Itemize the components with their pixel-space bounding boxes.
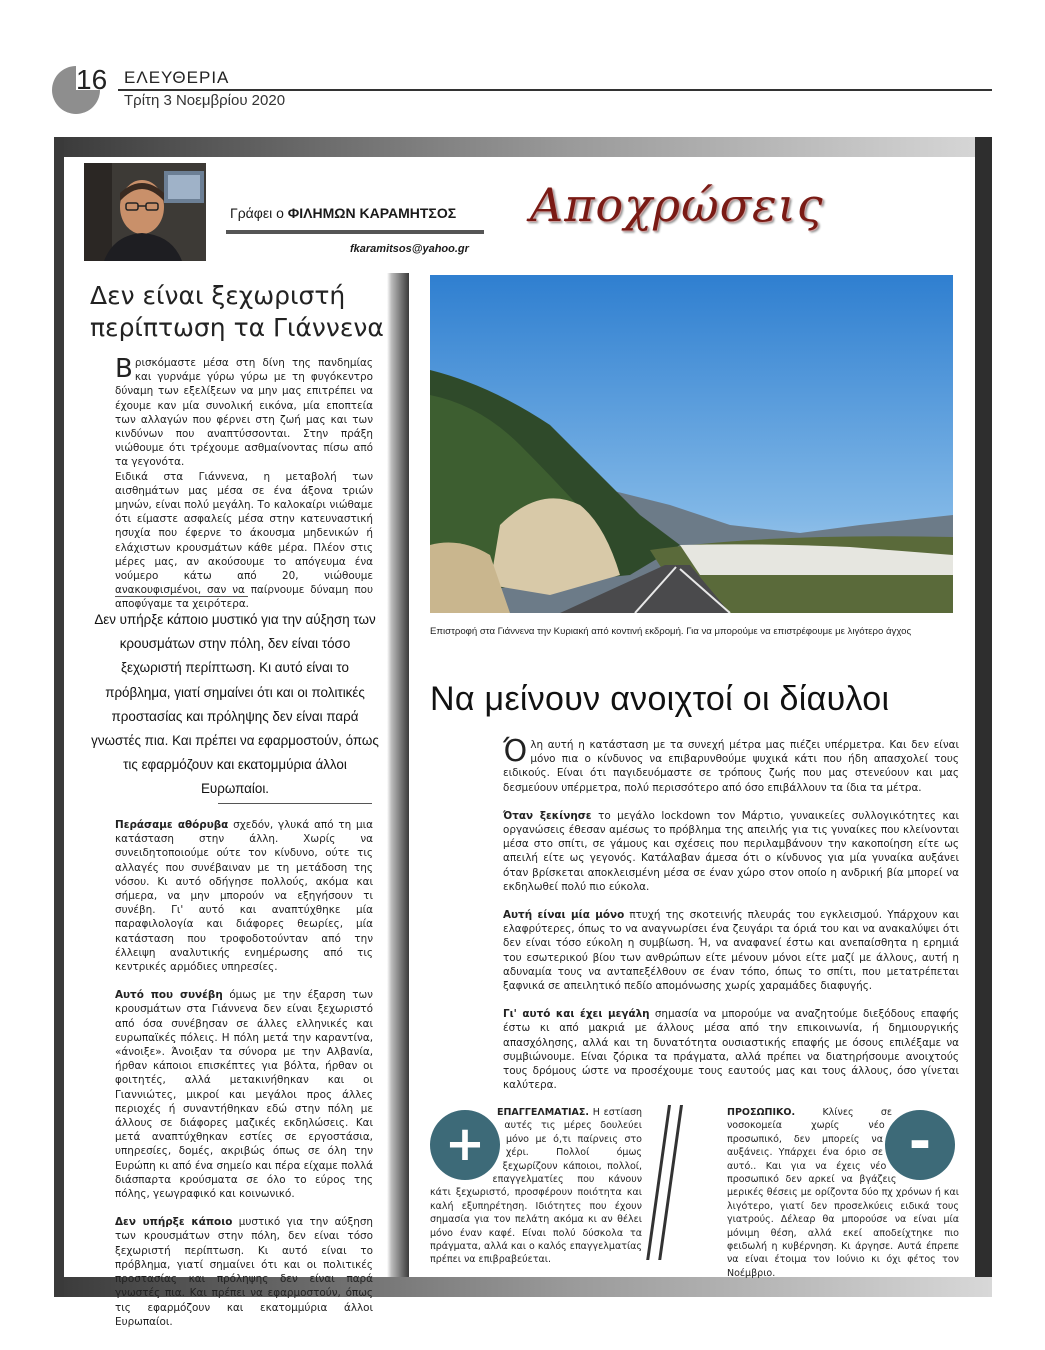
pull-quote-rule-top xyxy=(115,596,248,597)
main-p2-lead: Όταν ξεκίνησε xyxy=(503,809,592,822)
left-intro-dropcap: Β xyxy=(115,354,133,384)
left-paragraph-2 xyxy=(115,988,373,1201)
left-paragraph-3 xyxy=(115,1215,373,1329)
separator-slash xyxy=(646,1105,671,1260)
left-article-title: Δεν είναι ξεχωριστή περίπτωση τα Γιάννενα xyxy=(90,281,384,342)
byline xyxy=(230,205,456,221)
pros-text: Η εστίαση αυτές τις μέρες δουλεύει μόνο με ό,τι παίρνεις στο χέρι. Πολλοί όμως ξεχωρίζουν κάποιοι, πολλοί, επαγγελματίες που κάνουν κάτι ξεχωριστό, προσφέρουν ποιότητα και καλή εξυπηρέτηση. Ιδιότητες που έχουν σημασία για τον πελάτη ακόμα κι αν θέλει μόνο έναν καφέ. Είναι πολύ δύσκολα τα πράγματα, αλλά και ο καλός επαγγελματίας πρέπει να επιβραβεύεται. xyxy=(430,1107,642,1266)
frame-left-bar xyxy=(54,137,64,1297)
frame-top-bar xyxy=(54,137,992,157)
main-paragraph-2 xyxy=(503,809,959,894)
byline-rule xyxy=(226,230,484,234)
left-p2-lead: Αυτό που συνέβη xyxy=(115,989,223,1002)
left-p2-text: όμως με την έξαρση των κρουσμάτων στα Γιάννενα δεν είναι ξεχωριστό από όσα συνέβησαν σε άλλες ελληνικές και ευρωπαϊκές πόλεις. Η πόλη μετά την καραντίνα, «άνοιξε». Άνοιξαν τα σύνορα με την Αλβανία, ήρθαν κάποιοι επισκέπτες για βόλτα, ήρθαν οι φοιτητές, αλλά μετακινήθηκαν και οι Γιαννιώτες, μικροί και μεγάλοι προς άλλες περιοχές ή συναντήθηκαν εδώ στην πόλη με άλλους σε διάφορες μαζικές εκδηλώσεις. Και μετά αναπτύχθηκαν εστίες σε εργοστάσια, υπηρεσίες, δομές, ακριβώς όπως σε όλη την Ευρώπη κι από ένα σημείο και πέρα είχαμε πολλά διάσπαρτα κρούσματα σε όλο το εύρος της πόλης, γεωγραφικό και κοινωνικό. xyxy=(115,989,373,1201)
road-landscape-image xyxy=(430,275,953,613)
cons-text: Κλίνες σε νοσοκομεία χωρίς νέο προσωπικό, δεν μπορείς να αυξάνεις. Υπάρχει ένα όριο σε αυτό.. Και για να έχεις νέο προσωπικό δεν αρκεί να βγάζεις μερικές θέσεις με ορίζοντα δύο πχ χρόνων ή και λιγότερο, γιατί δεν προσελκύεις ειδικά τους γιατρούς. Δέλεαρ θα μπορούσε να είναι μία μόνιμη θέση, αλλά εκεί αποδείχτηκε πιο φειδωλή η κυβέρνηση. Κι άργησε. Αυτά έπρεπε να είναι έτοιμα τον Ιούνιο κι όχι φέτος τον Νοέμβριο. xyxy=(727,1107,959,1279)
left-intro-paragraph-2: Ειδικά στα Γιάννενα, η μεταβολή των αισθημάτων μας μέσα σε ένα άξονα τριών μηνών, είναι πολύ μεγάλη. Το καλοκαίρι νιώθαμε ότι είμαστε ασφαλείς μέσα στην κατευναστική ησυχία που έφερνε το άκουσμα μηδενικών ή ελάχιστων κρουσμάτων κάθε μέρα. Πλέον στις μέρες μας, αν ακούσουμε το απόγευμα ένα νούμερο κάτω από 20, νιώθουμε ανακουφισμένοι, σαν να παίρνουμε δύναμη που απoφύγαμε τα χειρότερα. xyxy=(115,470,373,611)
publication-name: ΕΛΕΥΘΕΡΙΑ xyxy=(124,68,230,87)
main-p3-lead: Αυτή είναι μία μόνο xyxy=(503,909,625,922)
main-article-body xyxy=(503,734,959,1106)
main-dropcap: Ό xyxy=(503,734,528,769)
author-photo xyxy=(84,163,206,261)
main-paragraph-1 xyxy=(503,734,959,795)
photo-caption: Επιστροφή στα Γιάννενα την Κυριακή από κοντινή εκδρομή. Για να μπορούμε να επιστρέφουμε με λιγότερο άγχος xyxy=(430,626,912,637)
separator-slash xyxy=(658,1105,683,1260)
column-logo: Αποχρώσεις xyxy=(530,178,824,232)
pull-quote: Δεν υπήρξε κάποιο μυστικό για την αύξηση των κρουσμάτων στην πόλη, δεν είναι τόσο ξεχωριστή περίπτωση. Κι αυτό είναι το πρόβλημα, γιατί σημαίνει ότι και οι πολιτικές προστασίας και πρόληψης δεν είναι παρά γνωστές πια. Και πρέπει να εφαρμοστούν, όπως τις εφαρμόζουν και εκατομμύρια άλλοι Ευρωπαίοι. xyxy=(91,612,379,797)
column-divider xyxy=(387,273,409,1277)
pros-box xyxy=(430,1106,642,1267)
main-p3-text: πτυχή της σκοτεινής πλευράς του εγκλεισμού. Υπάρχουν και ελαφρύτερες, όπως το να αναγνωρίσει ένα ζευγάρι τα όριά του και να ανακαλύψει ότι δεν είναι τόσο εύκολη η συμβίωση. Ή, να αναφανεί έστω και ανεπαίσθητα η ερημιά του εσωτερικού βίου των ανθρώπων είτε μένουν μόνοι είτε μαζί με άλλους, αυτή η αδυναμία τους να ανταπεξέλθουν σε έναν τόπο, όπως το σπίτι, που μετατρέπεται ξαφνικά σε απειλητικό πεδίο απομόνωσης χωρίς χαραμάδες διαφυγής. xyxy=(503,909,959,993)
main-p1-text: λη αυτή η κατάσταση με τα συνεχή μέτρα μας πιέζει υπέρμετρα. Και δεν είναι μόνο πια ο κίνδυνος να επιβαρυνθούμε ψυχικά κάτι που ήδη απασχολεί τους ειδικούς. Είναι ότι παγιδευόμαστε σε τρόπους ζωής που μας στενεύουν και μας δεσμεύουν υπέρμετρα, πολύ περισσότερο από όσο επιβάλλουν τα ίδια τα μέτρα. xyxy=(503,739,959,794)
header-rule xyxy=(118,89,992,91)
page-number: 16 xyxy=(76,64,108,95)
author-name: ΦΙΛΗΜΩΝ ΚΑΡΑΜΗΤΣΟΣ xyxy=(287,205,457,221)
pros-wrap-spacer xyxy=(430,1106,506,1182)
frame-right-bar xyxy=(975,137,992,1297)
publication-date: Τρίτη 3 Νοεμβρίου 2020 xyxy=(124,92,286,109)
author-portrait xyxy=(84,163,206,261)
left-article-body xyxy=(115,818,373,1343)
main-p4-text: σημασία να μπορούμε να αναζητούμε διεξόδους επαφής έστω κι από μακριά με άλλους μέσα από την επικοινωνία, ή δημιουργικής απασχόλησης, αλλά και τη δυνατότητα ουσιαστικής επαφής με όσους επιλέξαμε να συμβιώνουμε. Είναι ζόρικα τα πράγματα, αλλά πρέπει να διατηρήσουμε ανοιχτούς τους δρόμους ώστε να προσέχουμε τους εαυτούς μας και τους άλλους, όσο γίνεται καλύτερα. xyxy=(503,1008,959,1092)
byline-prefix: Γράφει ο xyxy=(230,205,288,221)
main-paragraph-3 xyxy=(503,908,959,993)
left-intro-text: ρισκόμαστε μέσα στη δίνη της πανδημίας και γυρνάμε γύρω γύρω με τη φυγόκεντρο δύναμη των εξελίξεων να μην μας επιτρέπει να έχουμε καν μία συνολική εικόνα, μία εποπτεία των αλλαγών που φέρνει στη ζωή μας και των κινδύνων που αναπτύσσονται. Στην πράξη νιώθουμε ότι τρέχουμε ασθμαίνοντας πίσω από τα γεγονότα. xyxy=(115,357,373,469)
landscape-photo xyxy=(430,275,953,613)
pros-lead: ΕΠΑΓΓΕΛΜΑΤΙΑΣ. xyxy=(496,1107,589,1118)
left-p3-lead: Δεν υπήρξε κάποιο xyxy=(115,1216,233,1229)
cons-lead: ΠΡΟΣΩΠΙΚΟ. xyxy=(727,1107,796,1118)
pull-quote-rule-bottom xyxy=(218,803,372,804)
plus-icon: + xyxy=(430,1110,500,1180)
left-paragraph-1 xyxy=(115,818,373,974)
minus-icon: - xyxy=(885,1110,955,1180)
author-email: fkaramitsos@yahoo.gr xyxy=(350,243,469,255)
cons-wrap-spacer xyxy=(883,1106,959,1182)
main-paragraph-4 xyxy=(503,1007,959,1092)
cons-box xyxy=(727,1106,959,1280)
left-p3-text: μυστικό για την αύξηση των κρουσμάτων στην πόλη, δεν είναι τόσο ξεχωριστή περίπτωση. Κι αυτό είναι το πρόβλημα, γιατί σημαίνει ότι και οι πολιτικές προστασίας και πρόληψης δεν είναι παρά γνωστές πια. Και πρέπει να εφαρμοστούν, όπως τις εφαρμόζουν και εκατομμύρια άλλοι Ευρωπαίοι. xyxy=(115,1216,373,1328)
main-p2-text: το μεγάλο lockdown τον Μάρτιο, γυναικείες συλλογικότητες και οργανώσεις έθεσαν αμέσως το πρόβλημα της απειλής για τις γυναίκες που κλείνονται μέσα στο σπίτι, σε γάμους και σχέσεις που περιλαμβάνουν την κακοποίηση είτε ως απειλή είτε ως γεγονός. Κατάλαβαν άμεσα ότι ο κίνδυνος για μία γυναίκα αυξάνει όταν βρίσκεται αποκλεισμένη μέσα σε έναν χώρο στον οποίο η ανδρική βία μπορεί να εκδηλωθεί πολύ πιο εύκολα. xyxy=(503,809,959,893)
main-headline: Να μείνουν ανοιχτοί οι δίαυλοι xyxy=(430,680,890,718)
left-article-intro xyxy=(115,356,373,612)
main-p4-lead: Γι' αυτό και έχει μεγάλη xyxy=(503,1008,650,1021)
left-p1-text: σχεδόν, γλυκά από τη μια κατάσταση στην άλλη. Χωρίς να συνειδητοποιούμε ούτε τον κίνδυνο, ούτε τις αλλαγές που συνέβαιναν με τη μετάδοση της νόσου. Κι αυτό οδήγησε πολλούς, ακόμα και σήμερα, να μην μπορούν να εξηγήσουν τι συνέβη. Γι' αυτό και αναπτύχθηκε μία παραφιλολογία και διάφορες θεωρίες, μία κατάσταση που τροφοδοτούνταν από την έλλειψη αναλυτικής ενημέρωσης από τις κεντρικές αρμόδιες υπηρεσίες. xyxy=(115,819,374,974)
left-p1-lead: Περάσαμε αθόρυβα xyxy=(115,819,229,831)
